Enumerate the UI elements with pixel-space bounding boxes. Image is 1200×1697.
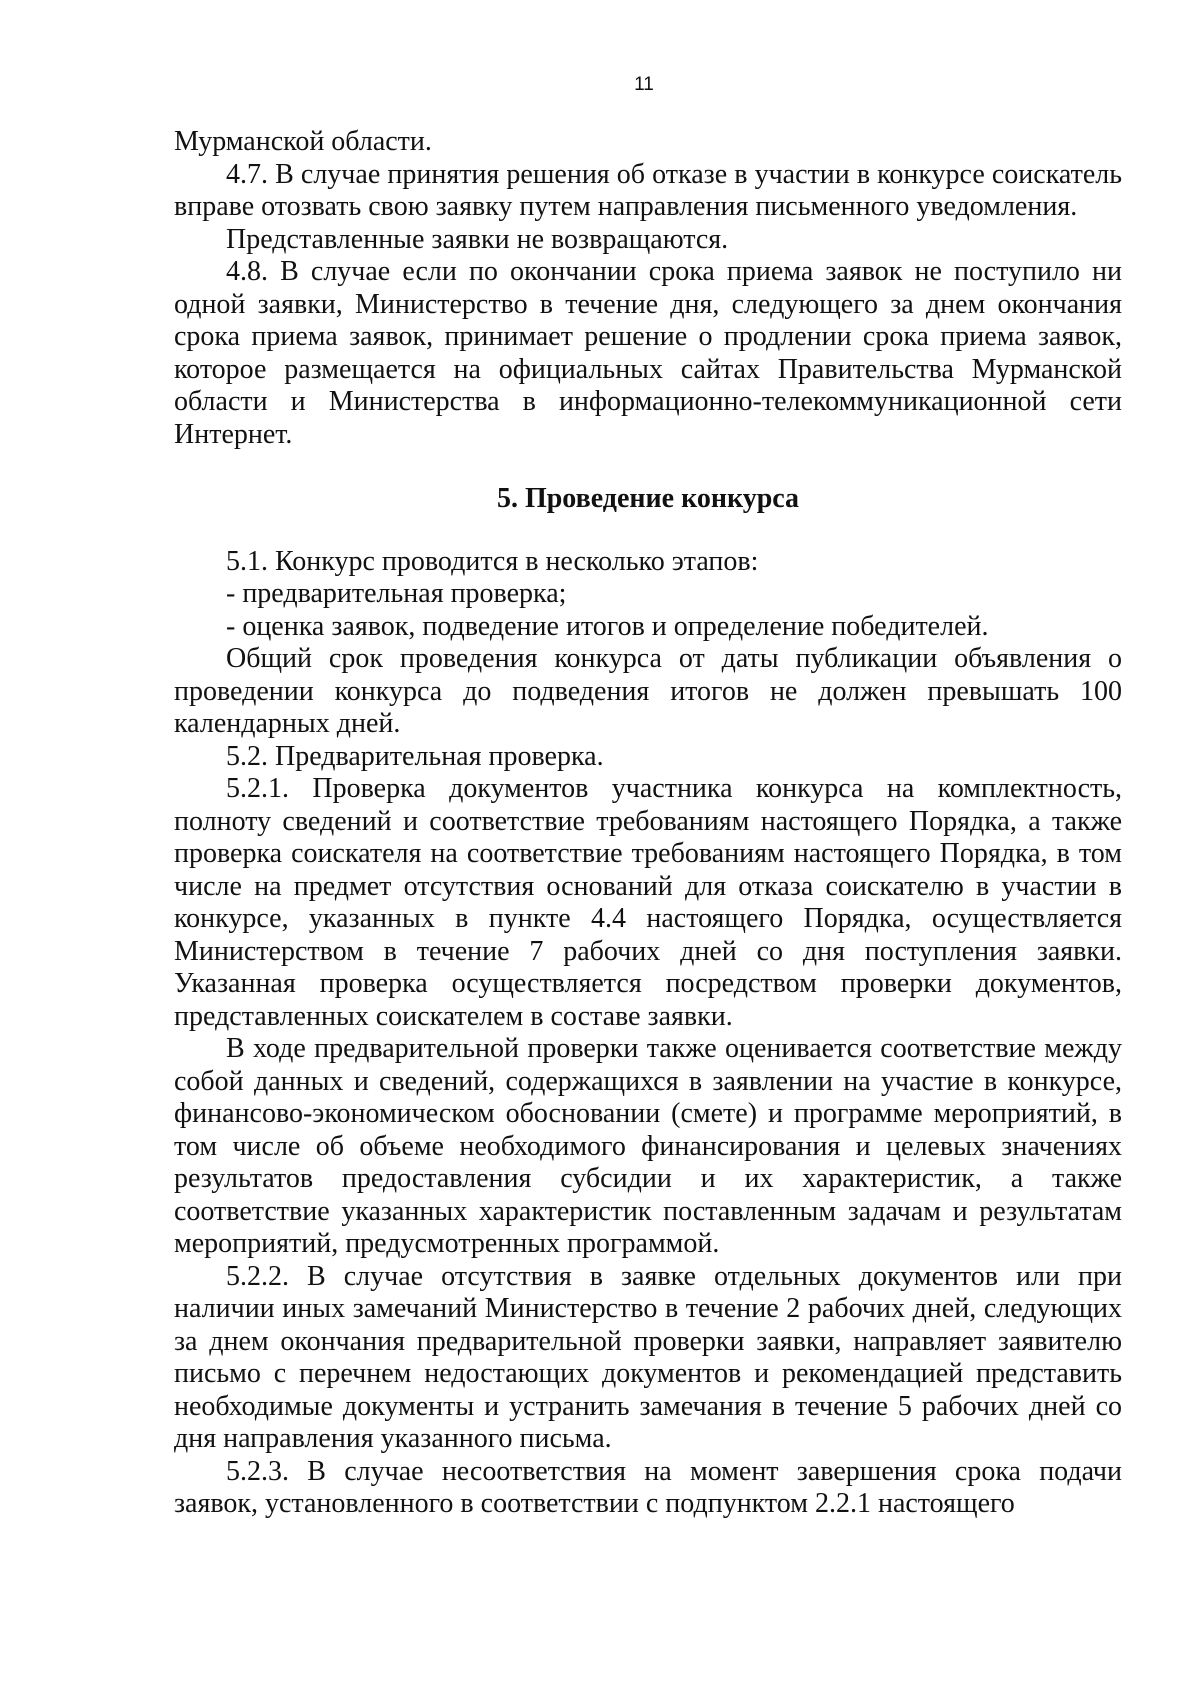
paragraph-5-2-1: 5.2.1. Проверка документов участника конкурса на комплектность, полноту сведений и соответствие требованиям настоящего Порядка, а также проверка соискателя на соответствие требованиям настоящего Порядка, в том числе на предмет отсутствия оснований для отказа соискателю в участии в конкурсе, указанных в пункте 4.4 настоящего Порядка, осуществляется Министерством в течение 7 рабочих дней со дня поступления заявки. Указанная проверка осуществляется посредством проверки документов, представленных соискателем в составе заявки. (174, 773, 1122, 1032)
paragraph-4-8: 4.8. В случае если по окончании срока приема заявок не поступило ни одной заявки, Министерство в течение дня, следующего за днем окончания срока приема заявок, принимает решение о продлении срока приема заявок, которое размещается на официальных сайтах Правительства Мурманской области и Министерства в информационно-телекоммуникационной сети Интернет. (174, 256, 1122, 450)
paragraph-consistency-check: В ходе предварительной проверки также оценивается соответствие между собой данных и сведений, содержащихся в заявлении на участие в конкурсе, финансово-экономическом обосновании (смете) и программе мероприятий, в том числе об объеме необходимого финансирования и целевых значениях результатов предоставления субсидии и их характеристик, а также соответствие указанных характеристик поставленным задачам и результатам мероприятий, предусмотренных программой. (174, 1033, 1122, 1259)
document-body (174, 126, 1122, 1521)
list-item-evaluation: - оценка заявок, подведение итогов и определение победителей. (226, 610, 989, 642)
paragraph-total-term: Общий срок проведения конкурса от даты публикации объявления о проведении конкурса до подведения итогов не должен превышать 100 календарных дней. (174, 643, 1122, 739)
paragraph-5-2-3: 5.2.3. В случае несоответствия на момент завершения срока подачи заявок, установленного в соответствии с подпунктом 2.2.1 настоящего (174, 1455, 1122, 1519)
paragraph-4-7: 4.7. В случае принятия решения об отказе в участии в конкурсе соискатель вправе отозвать свою заявку путем направления письменного уведомления. (174, 158, 1122, 222)
page-number: 11 (634, 74, 654, 95)
paragraph-5-1: 5.1. Конкурс проводится в несколько этапов: (226, 545, 759, 577)
paragraph-continuation: Мурманской области. (174, 126, 432, 157)
paragraph-5-2-2: 5.2.2. В случае отсутствия в заявке отдельных документов или при наличии иных замечаний Министерство в течение 2 рабочих дней, следующих за днем окончания предварительной проверки заявки, направляет заявителю письмо с перечнем недостающих документов и рекомендацией представить необходимые документы и устранить замечания в течение 5 рабочих дней со дня направления указанного письма. (174, 1260, 1122, 1454)
paragraph-5-2: 5.2. Предварительная проверка. (226, 740, 604, 772)
paragraph-applications-not-returned: Представленные заявки не возвращаются. (226, 223, 729, 255)
list-item-preliminary-check: - предварительная проверка; (226, 578, 567, 609)
section-heading-5: 5. Проведение конкурса (496, 483, 800, 514)
